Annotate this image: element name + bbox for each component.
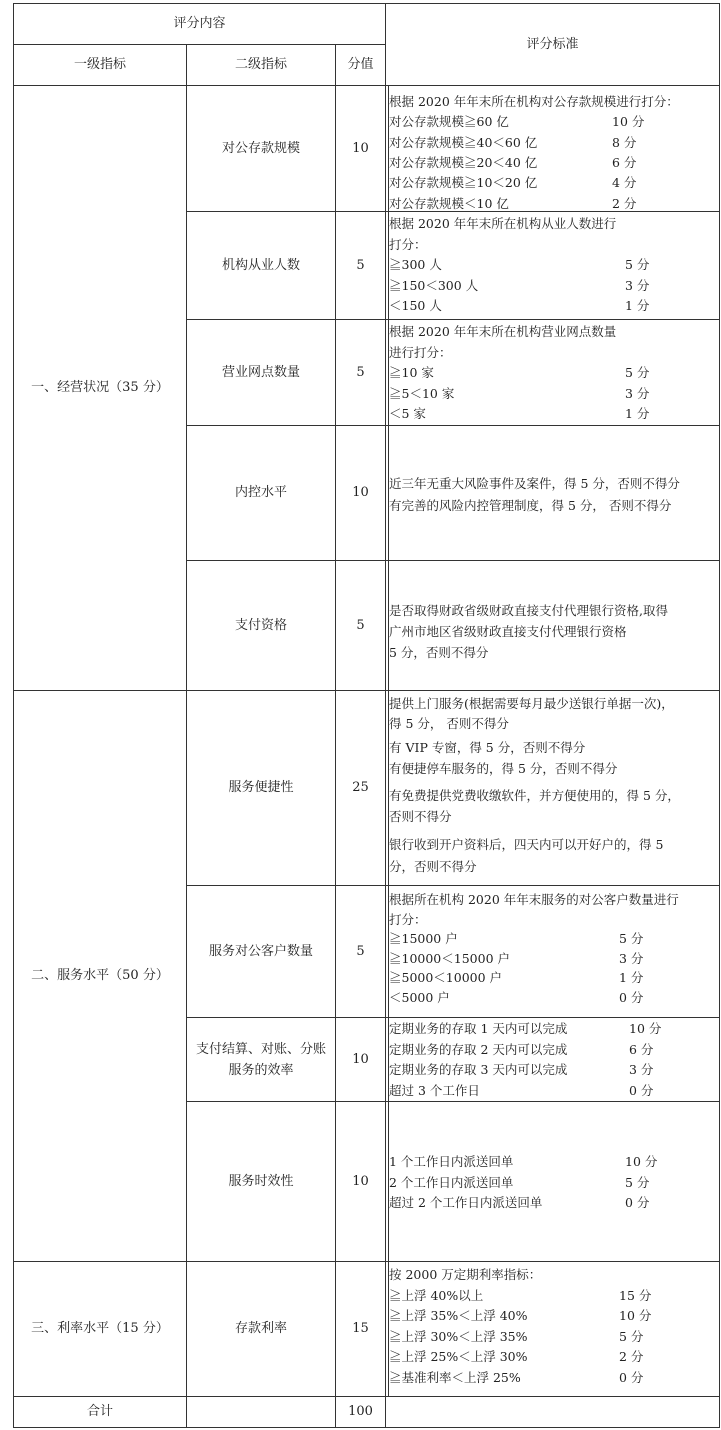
criteria-score: 8 分	[612, 135, 637, 150]
grid-vline	[388, 86, 389, 1397]
score-cell-2: 5	[356, 257, 365, 273]
criteria-line: ≧上浮 35%＜上浮 40%	[389, 1308, 528, 1323]
criteria-line: 是否取得财政省级财政直接支付代理银行资格,取得	[389, 603, 668, 618]
criteria-line: 有免费提供党费收缴软件，并方便使用的，得 5 分，	[389, 788, 680, 803]
grid-hline	[186, 319, 720, 320]
criteria-line: 5 分，否则不得分	[389, 645, 489, 660]
criteria-score: 1 分	[619, 970, 644, 985]
criteria-score: 5 分	[625, 365, 650, 380]
criteria-line: 得 5 分， 否则不得分	[389, 716, 509, 731]
score-cell-4: 10	[352, 485, 369, 500]
level2-cell-1: 对公存款规模	[221, 140, 300, 156]
level2-cell-4: 内控水平	[234, 485, 287, 500]
header-score: 分值	[347, 57, 374, 72]
level2-cell-3: 营业网点数量	[221, 364, 300, 380]
criteria-score: 3 分	[625, 386, 650, 401]
criteria-line: ＜5000 户	[389, 990, 450, 1005]
criteria-score: 5 分	[625, 257, 650, 272]
header-level2: 二级指标	[234, 57, 287, 72]
criteria-line: 有 VIP 专窗，得 5 分，否则不得分	[389, 740, 586, 755]
criteria-line: 对公存款规模≧20＜40 亿	[389, 155, 538, 170]
criteria-score: 5 分	[619, 1329, 644, 1344]
criteria-line: 超过 2 个工作日内派送回单	[389, 1195, 543, 1210]
score-cell-8: 10	[352, 1051, 369, 1067]
grid-hline	[186, 425, 720, 426]
criteria-line: ≧基准利率＜上浮 25%	[389, 1370, 521, 1385]
criteria-line: 银行收到开户资料后，四天内可以开好户的，得 5	[389, 837, 664, 852]
criteria-line: 广州市地区省级财政直接支付代理银行资格	[389, 624, 627, 639]
criteria-score: 3 分	[629, 1062, 654, 1077]
criteria-line: ≧5000＜10000 户	[389, 970, 503, 985]
grid-vline	[385, 3, 386, 1428]
criteria-line: ≧上浮 30%＜上浮 35%	[389, 1329, 528, 1344]
grid-vline	[335, 44, 336, 1428]
criteria-score: 10 分	[625, 1154, 658, 1169]
score-cell-5: 5	[356, 617, 365, 633]
criteria-line: 根据 2020 年年末所在机构营业网点数量	[389, 324, 617, 339]
level1-cell-1: 一、经营状况（35 分）	[31, 380, 169, 395]
criteria-line: 定期业务的存取 1 天内可以完成	[389, 1021, 568, 1036]
level1-cell-3: 三、利率水平（15 分）	[31, 1321, 169, 1336]
criteria-score: 6 分	[612, 155, 637, 170]
grid-hline	[186, 1101, 720, 1102]
level2-cell-10: 存款利率	[234, 1321, 287, 1336]
criteria-line: ≧300 人	[389, 257, 442, 272]
criteria-line: 打分：	[389, 912, 427, 927]
criteria-score: 1 分	[625, 406, 650, 421]
criteria-line: 根据所在机构 2020 年年末服务的对公客户数量进行	[389, 892, 679, 907]
score-cell-6: 25	[352, 780, 369, 795]
criteria-line: ≧上浮 40%以上	[389, 1288, 484, 1303]
criteria-score: 10 分	[619, 1308, 652, 1323]
level2-cell-2: 机构从业人数	[221, 257, 300, 273]
header-standard: 评分标准	[526, 36, 579, 52]
criteria-line: 对公存款规模≧60 亿	[389, 114, 509, 129]
grid-hline	[13, 1396, 720, 1397]
level2-cell-7: 服务对公客户数量	[208, 943, 313, 959]
total-score: 100	[348, 1403, 373, 1419]
criteria-score: 6 分	[629, 1042, 654, 1057]
criteria-line: 定期业务的存取 3 天内可以完成	[389, 1062, 568, 1077]
score-cell-10: 15	[352, 1321, 369, 1336]
level2-line: 服务的效率	[228, 1062, 294, 1078]
criteria-score: 0 分	[619, 1370, 644, 1385]
criteria-line: ≧10000＜15000 户	[389, 951, 511, 966]
criteria-score: 15 分	[619, 1288, 652, 1303]
level2-line: 支付结算、对账、分账	[195, 1041, 326, 1057]
grid-hline	[186, 211, 720, 212]
criteria-line: ≧150＜300 人	[389, 278, 479, 293]
grid-hline	[13, 85, 720, 86]
score-cell-3: 5	[356, 364, 365, 380]
level2-cell-8	[187, 1018, 335, 1101]
grid-hline	[186, 1017, 720, 1018]
criteria-line: 对公存款规模≧10＜20 亿	[389, 175, 538, 190]
criteria-score: 0 分	[629, 1083, 654, 1098]
level2-cell-9: 服务时效性	[228, 1173, 294, 1189]
grid-hline	[13, 1427, 720, 1428]
criteria-line: 根据 2020 年年末所在机构对公存款规模进行打分：	[389, 94, 679, 109]
criteria-line: 否则不得分	[389, 809, 452, 824]
criteria-line: ≧5＜10 家	[389, 386, 455, 401]
grid-hline	[13, 1261, 720, 1262]
criteria-line: ≧上浮 25%＜上浮 30%	[389, 1349, 528, 1364]
total-label: 合计	[86, 1403, 113, 1419]
grid-hline	[13, 44, 386, 45]
criteria-score: 0 分	[625, 1195, 650, 1210]
header-content: 评分内容	[173, 16, 226, 31]
grid-hline	[186, 885, 720, 886]
level1-cell-2: 二、服务水平（50 分）	[31, 968, 169, 983]
criteria-score: 10 分	[612, 114, 645, 129]
criteria-line: 有完善的风险内控管理制度，得 5 分， 否则不得分	[389, 498, 672, 513]
grid-vline	[186, 44, 187, 1428]
criteria-line: 定期业务的存取 2 天内可以完成	[389, 1042, 568, 1057]
criteria-line: 对公存款规模≧40＜60 亿	[389, 135, 538, 150]
criteria-score: 10 分	[629, 1021, 662, 1036]
criteria-score: 2 分	[612, 196, 637, 211]
criteria-line: 分，否则不得分	[389, 859, 477, 874]
criteria-score: 2 分	[619, 1349, 644, 1364]
criteria-line: 按 2000 万定期利率指标：	[389, 1267, 542, 1282]
criteria-line: 近三年无重大风险事件及案件，得 5 分，否则不得分	[389, 476, 680, 491]
criteria-score: 4 分	[612, 175, 637, 190]
criteria-line: 打分：	[389, 237, 427, 252]
criteria-line: 提供上门服务(根据需要每月最少送银行单据一次)，	[389, 696, 674, 711]
criteria-line: ≧15000 户	[389, 931, 458, 946]
criteria-score: 3 分	[625, 278, 650, 293]
grid-hline	[13, 690, 720, 691]
criteria-score: 5 分	[619, 931, 644, 946]
criteria-line: 1 个工作日内派送回单	[389, 1154, 514, 1169]
header-level1: 一级指标	[73, 57, 126, 72]
criteria-line: 超过 3 个工作日	[389, 1083, 480, 1098]
score-cell-7: 5	[356, 943, 365, 959]
criteria-line: ≧10 家	[389, 365, 434, 380]
grid-vline	[719, 3, 720, 1428]
criteria-line: 根据 2020 年年末所在机构从业人数进行	[389, 216, 617, 231]
criteria-score: 0 分	[619, 990, 644, 1005]
level2-cell-5: 支付资格	[234, 617, 287, 633]
criteria-line: 2 个工作日内派送回单	[389, 1175, 514, 1190]
criteria-line: ＜5 家	[389, 406, 426, 421]
criteria-line: 有便捷停车服务的，得 5 分，否则不得分	[389, 761, 618, 776]
grid-vline	[13, 3, 14, 1428]
criteria-line: ＜150 人	[389, 298, 442, 313]
criteria-score: 3 分	[619, 951, 644, 966]
score-cell-1: 10	[352, 140, 369, 156]
criteria-score: 1 分	[625, 298, 650, 313]
grid-hline	[13, 3, 720, 4]
criteria-score: 5 分	[625, 1175, 650, 1190]
criteria-line: 对公存款规模＜10 亿	[389, 196, 509, 211]
score-cell-9: 10	[352, 1173, 369, 1189]
criteria-line: 进行打分：	[389, 345, 452, 360]
level2-cell-6: 服务便捷性	[228, 780, 294, 795]
grid-hline	[186, 560, 720, 561]
